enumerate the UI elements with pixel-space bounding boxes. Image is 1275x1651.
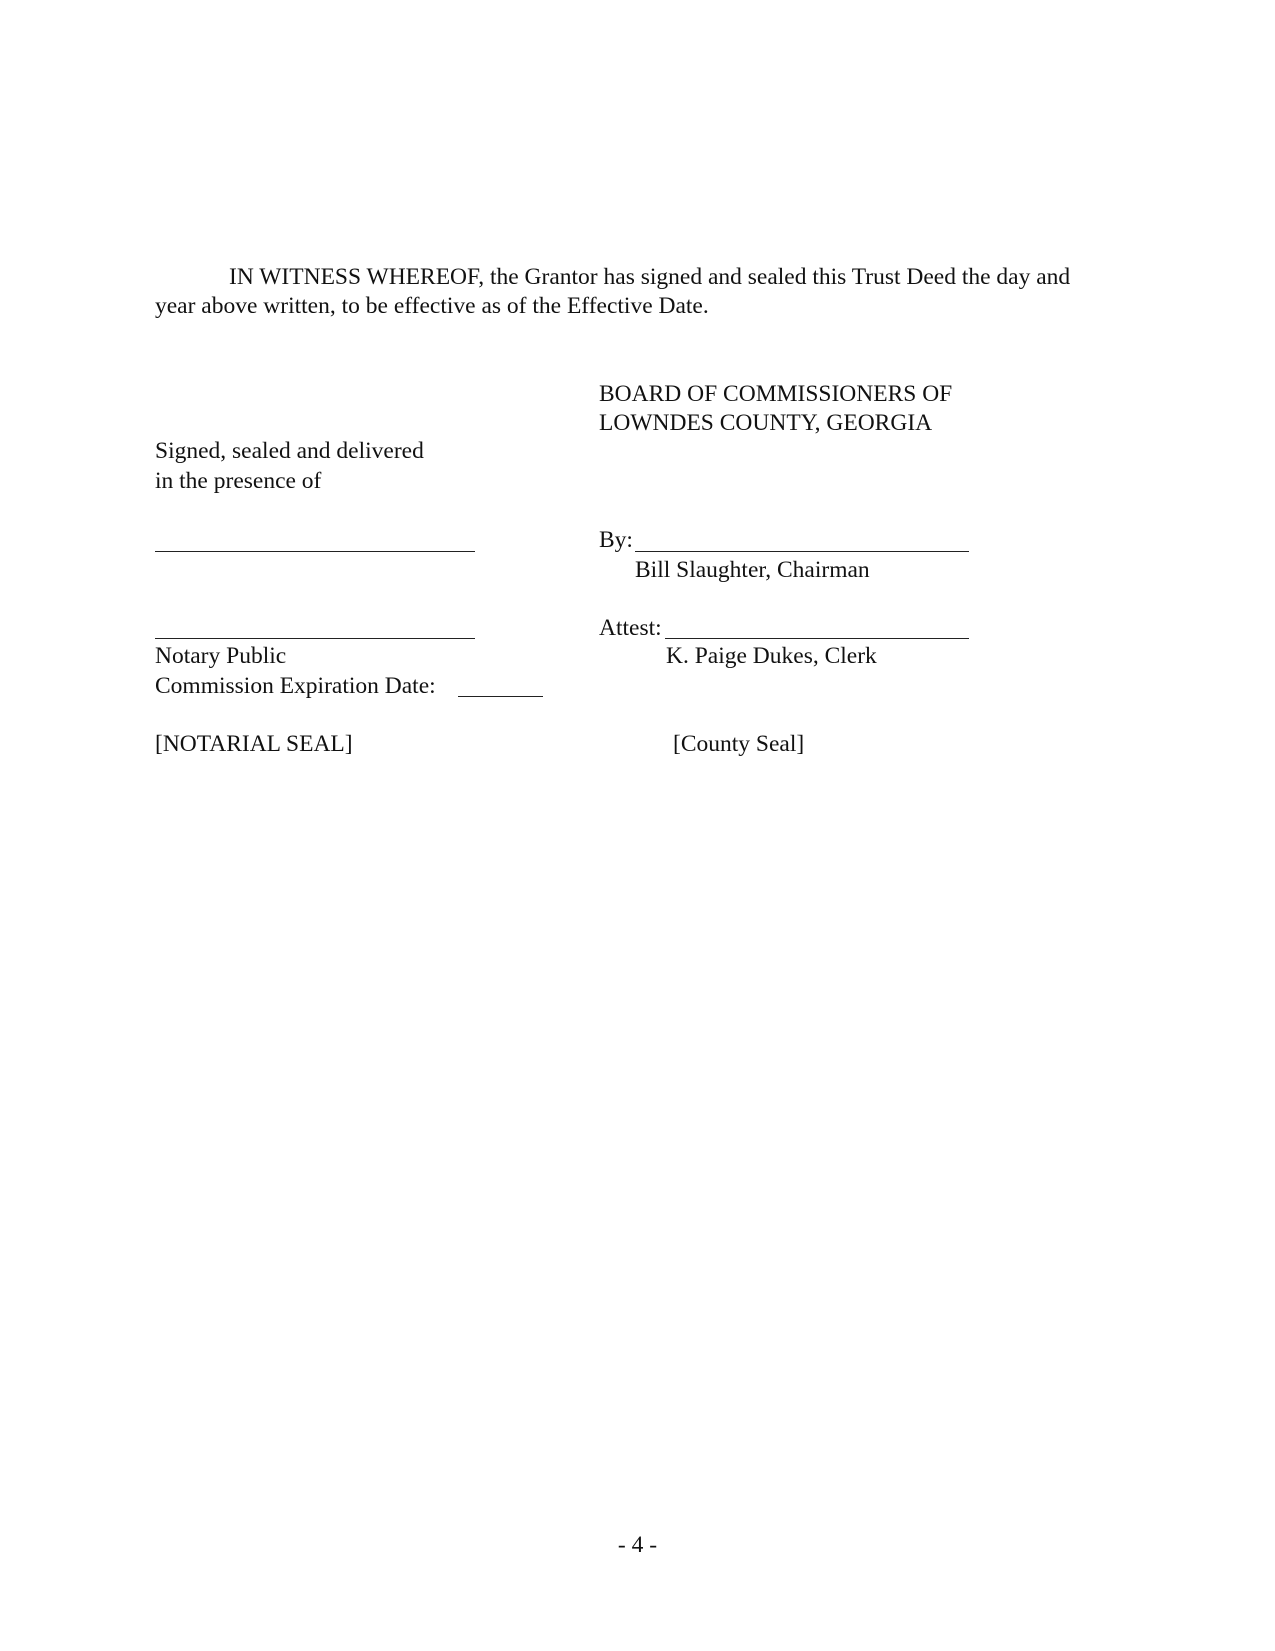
grantor-name-line-1: BOARD OF COMMISSIONERS OF xyxy=(599,381,953,407)
notary-public-label: Notary Public xyxy=(155,643,287,669)
page-number: - 4 - xyxy=(617,1532,658,1558)
by-label: By: xyxy=(599,527,633,553)
chairman-name: Bill Slaughter, Chairman xyxy=(635,557,870,583)
grantor-name-line-2: LOWNDES COUNTY, GEORGIA xyxy=(599,410,933,436)
notarial-seal-placeholder: [NOTARIAL SEAL] xyxy=(155,731,353,757)
county-seal-placeholder: [County Seal] xyxy=(673,731,805,757)
attest-label: Attest: xyxy=(599,615,662,641)
witness-heading-line-2: in the presence of xyxy=(155,468,322,494)
witness-clause-line-1: IN WITNESS WHEREOF, the Grantor has signed and sealed this Trust Deed the day and xyxy=(229,264,1071,290)
chairman-signature-line xyxy=(635,551,969,552)
notary-signature-line xyxy=(155,638,475,639)
witness-clause-line-2: year above written, to be effective as of the Effective Date. xyxy=(155,293,709,319)
clerk-signature-line xyxy=(665,638,969,639)
commission-expiration-line xyxy=(458,696,543,697)
clerk-name: K. Paige Dukes, Clerk xyxy=(666,643,877,669)
witness-signature-line xyxy=(155,551,475,552)
commission-expiration-label: Commission Expiration Date: xyxy=(155,673,436,699)
witness-heading-line-1: Signed, sealed and delivered xyxy=(155,438,424,464)
